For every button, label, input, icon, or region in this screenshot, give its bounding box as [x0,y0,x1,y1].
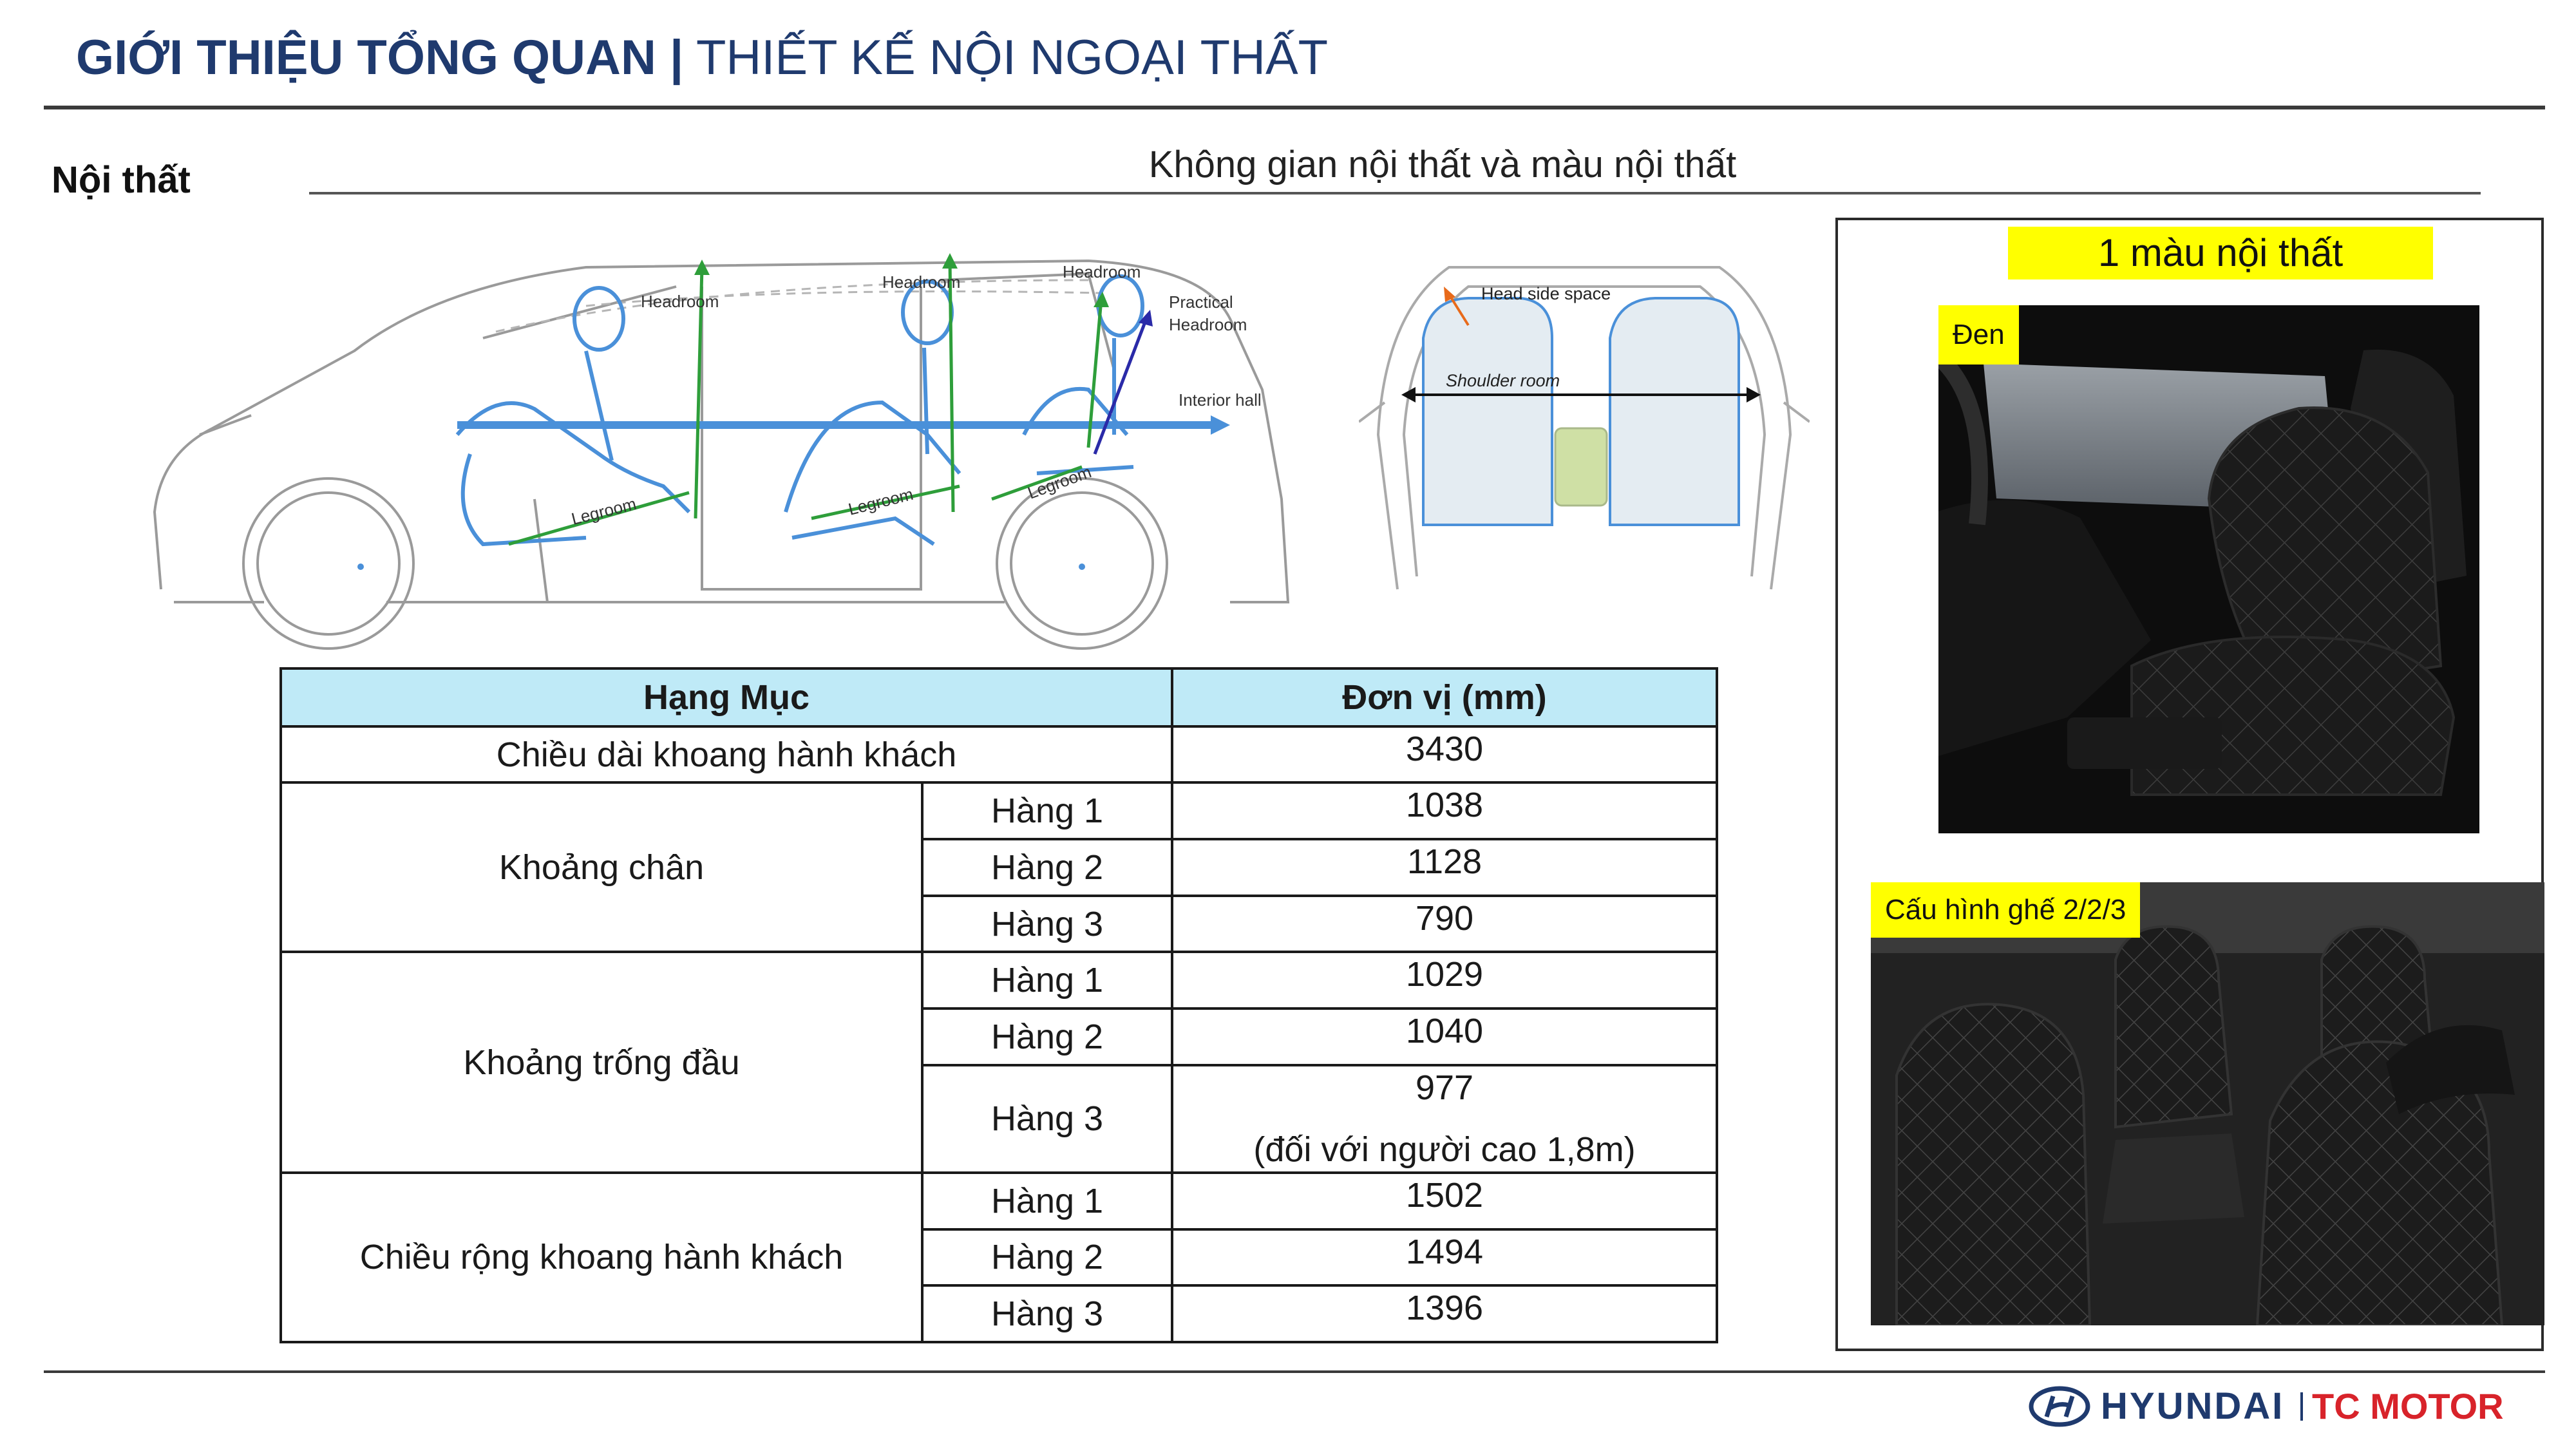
label-headroom-2: Headroom [882,272,961,292]
label-interior-hall: Interior hall [1179,390,1262,410]
label-legroom-2: Legroom [846,484,916,519]
row-value-note: (đối với người cao 1,8m) [1253,1130,1636,1169]
table-row [281,952,1717,1009]
rear-section-diagram [1359,242,1810,596]
car-outline [155,261,1288,649]
front-seat-image [1938,305,2479,833]
value-passenger-length: 3430 [1172,726,1717,783]
seat-configuration-photo [1871,882,2544,1325]
page-title-main: GIỚI THIỆU TỔNG QUAN [76,30,656,85]
row-value: 1502 [1172,1173,1717,1229]
bottom-divider [44,1370,2545,1373]
section-subheading: Không gian nội thất và màu nội thất [1148,144,1737,185]
subheading-divider [309,192,2481,194]
section-label: Nội thất [52,159,191,201]
center-console [1555,428,1607,506]
label-legroom-3: Legroom [1025,462,1094,503]
row-label: Hàng 2 [922,839,1172,896]
row-value-number: 977 [1415,1068,1474,1107]
footer-separator [2300,1392,2303,1421]
row-label: Hàng 3 [922,896,1172,952]
label-headroom-3: Headroom [1063,262,1141,281]
table-header-row [281,668,1717,726]
row-label: Hàng 2 [922,1229,1172,1286]
roof-dashes [496,280,1101,332]
hyundai-emblem-icon [2029,1385,2090,1428]
group-label-legroom: Khoảng chân [281,782,922,952]
row-label: Hàng 1 [922,1173,1172,1229]
table-row [281,726,1717,783]
row-label: Hàng 3 [922,1285,1172,1342]
label-head-side-space: Head side space [1481,284,1611,303]
row-label: Hàng 1 [922,782,1172,839]
front-wheel-center [357,564,364,570]
row-label: Hàng 1 [922,952,1172,1009]
row-value: 1040 [1172,1009,1717,1065]
interior-color-count-badge: 1 màu nội thất [2008,227,2433,279]
label-headroom-1: Headroom [641,292,719,311]
label-legroom-1: Legroom [569,493,639,529]
row-label: Hàng 2 [922,1009,1172,1065]
table-row [281,1173,1717,1229]
seat-configuration-tag: Cấu hình ghế 2/2/3 [1871,882,2140,938]
header-item: Hạng Mục [281,668,1172,726]
row-value: 1396 [1172,1285,1717,1342]
front-seat-color-tag: Đen [1938,305,2019,365]
page-title-separator: | [669,30,684,85]
page-title-sub: THIẾT KẾ NỘI NGOẠI THẤT [696,30,1329,85]
row-value: 1128 [1172,839,1717,896]
seat-configuration-image [1871,882,2544,1325]
group-label-width: Chiều rộng khoang hành khách [281,1173,922,1342]
top-divider [44,106,2545,109]
page-title [76,26,1328,90]
row-value [1172,1065,1717,1173]
row-value: 1038 [1172,782,1717,839]
side-interior-diagram [135,242,1314,654]
table-row [281,782,1717,839]
row-value: 1494 [1172,1229,1717,1286]
row-label: Hàng 3 [922,1065,1172,1173]
group-label-headroom: Khoảng trống đầu [281,952,922,1173]
label-practical-headroom: Headroom [1169,315,1247,334]
row-value: 790 [1172,896,1717,952]
row-label-passenger-length: Chiều dài khoang hành khách [281,726,1172,783]
label-practical: Practical [1169,292,1233,312]
row-value: 1029 [1172,952,1717,1009]
label-shoulder-room: Shoulder room [1446,371,1560,390]
footer-partner: TC MOTOR [2312,1386,2504,1426]
diagram-labels [569,262,1261,529]
rear-wheel-center [1079,564,1085,570]
front-seat-photo [1938,305,2479,833]
header-unit: Đơn vị (mm) [1172,668,1717,726]
footer-brand: HYUNDAI [2101,1385,2285,1427]
footer-logo [2029,1385,2512,1428]
interior-spec-table [279,667,1718,1343]
